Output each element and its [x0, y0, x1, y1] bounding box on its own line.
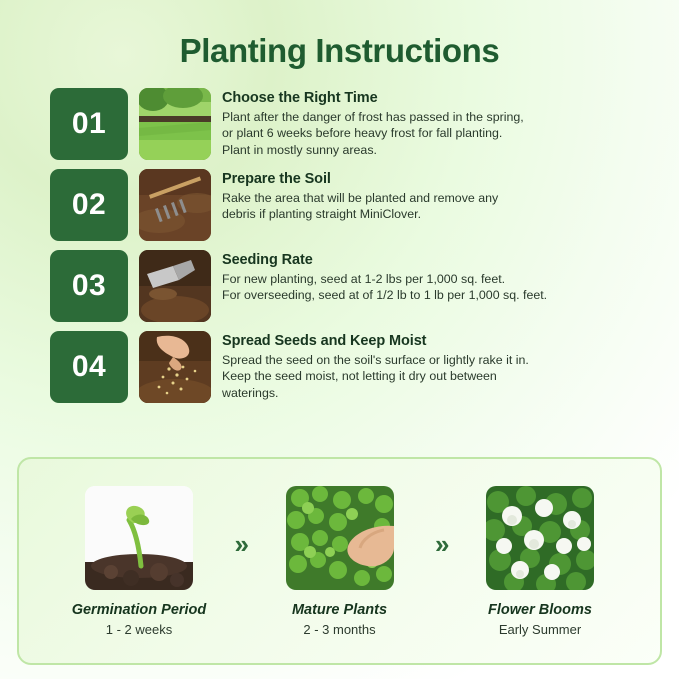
step-text — [222, 88, 524, 158]
list-item — [456, 486, 624, 637]
hand-spreading-seeds-photo — [139, 331, 211, 403]
sprouting-seedling-photo — [85, 486, 193, 590]
timeline-item-subtitle: Early Summer — [498, 621, 582, 637]
timeline-item-title: Germination Period — [71, 601, 207, 618]
chevron-right-icon: » — [234, 528, 244, 559]
step-text — [222, 250, 547, 304]
list-item — [50, 331, 645, 403]
list-item — [256, 486, 424, 637]
list-item — [50, 88, 645, 160]
growth-timeline-panel — [17, 457, 662, 665]
steps-list — [28, 88, 651, 403]
step-text — [222, 169, 498, 223]
step-body-line: For new planting, seed at 1-2 lbs per 1,000 sq. feet. — [222, 272, 506, 286]
step-body-line: Plant in mostly sunny areas. — [222, 142, 377, 157]
white-clover-flowers-photo — [486, 486, 594, 590]
chevron-right-icon: » — [435, 528, 445, 559]
step-heading: Spread Seeds and Keep Moist — [222, 333, 427, 349]
step-body-line: waterings. — [222, 385, 279, 400]
step-body — [222, 109, 524, 158]
step-body-line: debris if planting straight MiniClover. — [222, 207, 422, 222]
list-item — [50, 250, 645, 322]
step-body — [222, 271, 547, 304]
step-body — [222, 190, 498, 223]
step-heading: Choose the Right Time — [222, 90, 378, 106]
list-item — [50, 169, 645, 241]
step-body-line: For overseeding, seed at of 1/2 lb to 1 lb per 1,000 sq. feet. — [222, 288, 548, 303]
step-body-line: Keep the seed moist, not letting it dry out between — [222, 369, 497, 384]
step-body-line: or plant 6 weeks before heavy frost for fall planting. — [222, 126, 503, 141]
page-title: Planting Instructions — [179, 32, 500, 69]
step-text — [222, 331, 529, 401]
clover-leaves-hand-photo — [286, 486, 394, 590]
list-item — [55, 486, 223, 637]
timeline-item-subtitle: 1 - 2 weeks — [105, 621, 173, 637]
step-number-badge: 02 — [50, 169, 128, 241]
hand-trowel-soil-photo — [139, 250, 211, 322]
step-number-badge: 01 — [50, 88, 128, 160]
step-heading: Prepare the Soil — [222, 171, 331, 187]
timeline-item-title: Flower Blooms — [488, 601, 592, 618]
rake-on-soil-photo — [139, 169, 211, 241]
step-number-badge: 04 — [50, 331, 128, 403]
timeline-item-title: Mature Plants — [291, 601, 388, 618]
lawn-with-trees-photo — [139, 88, 211, 160]
step-body — [222, 352, 529, 401]
step-heading: Seeding Rate — [222, 252, 313, 268]
step-body-line: Spread the seed on the soil's surface or lightly rake it in. — [222, 353, 529, 367]
step-number-badge: 03 — [50, 250, 128, 322]
step-body-line: Plant after the danger of frost has passed in the spring, — [222, 110, 524, 124]
timeline-item-subtitle: 2 - 3 months — [303, 621, 376, 637]
step-body-line: Rake the area that will be planted and remove any — [222, 191, 499, 205]
